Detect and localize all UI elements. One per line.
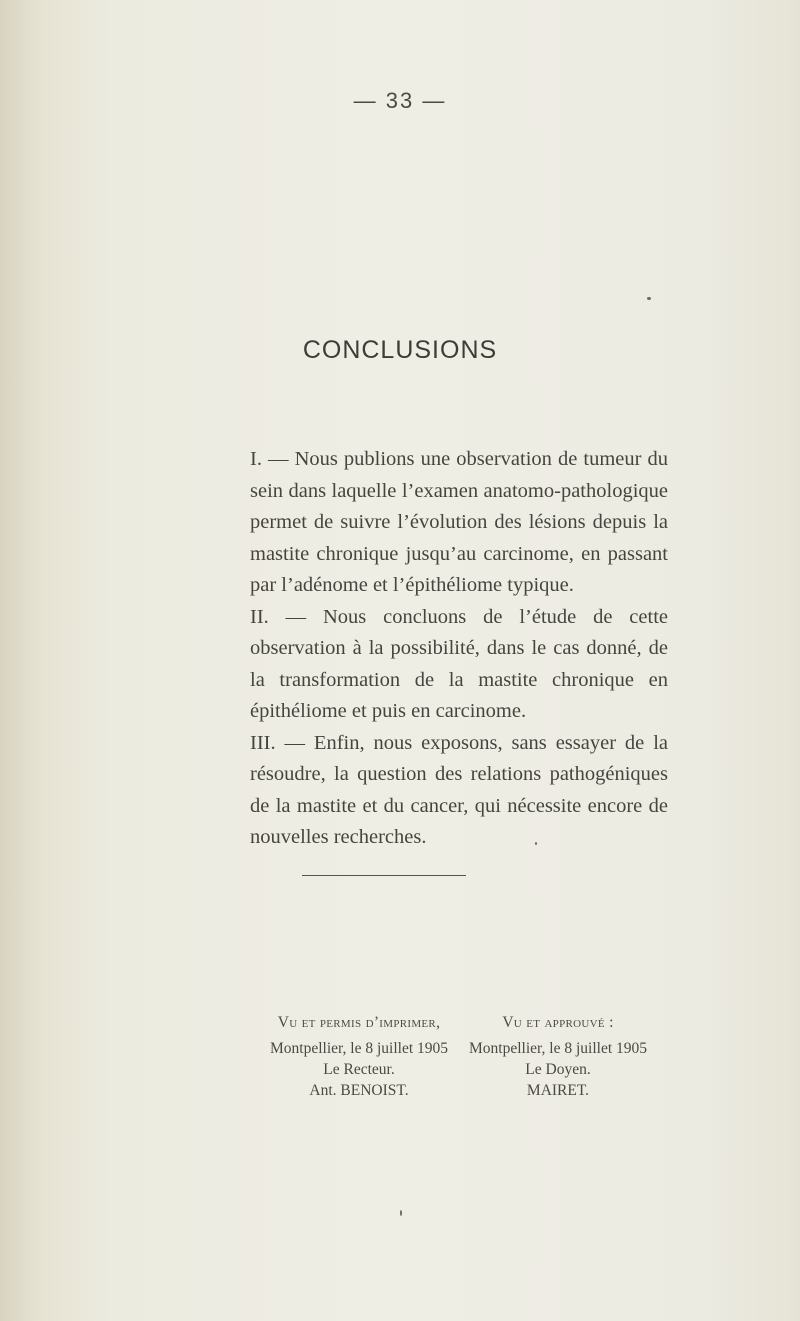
conclusion-paragraph-2: II. — Nous concluons de l’étude de cette observation à la possibilité, dans le cas donné, de la transformation de la mastite chronique en épithéliome et puis en carcinome. [250, 605, 668, 722]
conclusions-body [250, 444, 668, 854]
approval-role: Le Doyen. [525, 1061, 591, 1078]
imprimatur-place-date: Montpellier, le 8 juillet 1905 [269, 1040, 449, 1057]
approval-name: MAIRET. [526, 1082, 590, 1099]
approval-place-date: Montpellier, le 8 juillet 1905 [468, 1040, 648, 1057]
page-title: CONCLUSIONS [302, 336, 498, 364]
paper-speck [647, 297, 651, 300]
imprimatur-role: Le Recteur. [323, 1061, 395, 1078]
conclusion-paragraph-1: I. — Nous publions une observation de tumeur du sein dans laquelle l’examen anatomo-pathologique permet de suivre l’évolution des lésions depuis la mastite chronique jusqu’au carcinome, en passant par l’adénome et l’épithéliome typique. [250, 448, 668, 596]
imprimatur-heading: Vu et permis d’imprimer, [277, 1014, 441, 1031]
approval-heading: Vu et approuvé : [502, 1014, 614, 1031]
imprimatur-block [244, 1012, 474, 1101]
conclusion-paragraph-3: III. — Enfin, nous exposons, sans essayer de la résoudre, la question des relations pathogéniques de la mastite et du cancer, qui nécessite encore de nouvelles recherches. [250, 731, 668, 848]
section-divider [302, 875, 466, 876]
approval-block [443, 1012, 673, 1101]
paper-speck [400, 1210, 402, 1216]
imprimatur-name: Ant. BENOIST. [309, 1082, 409, 1099]
page-number: — 33 — [353, 88, 447, 113]
paper-speck [535, 842, 537, 845]
